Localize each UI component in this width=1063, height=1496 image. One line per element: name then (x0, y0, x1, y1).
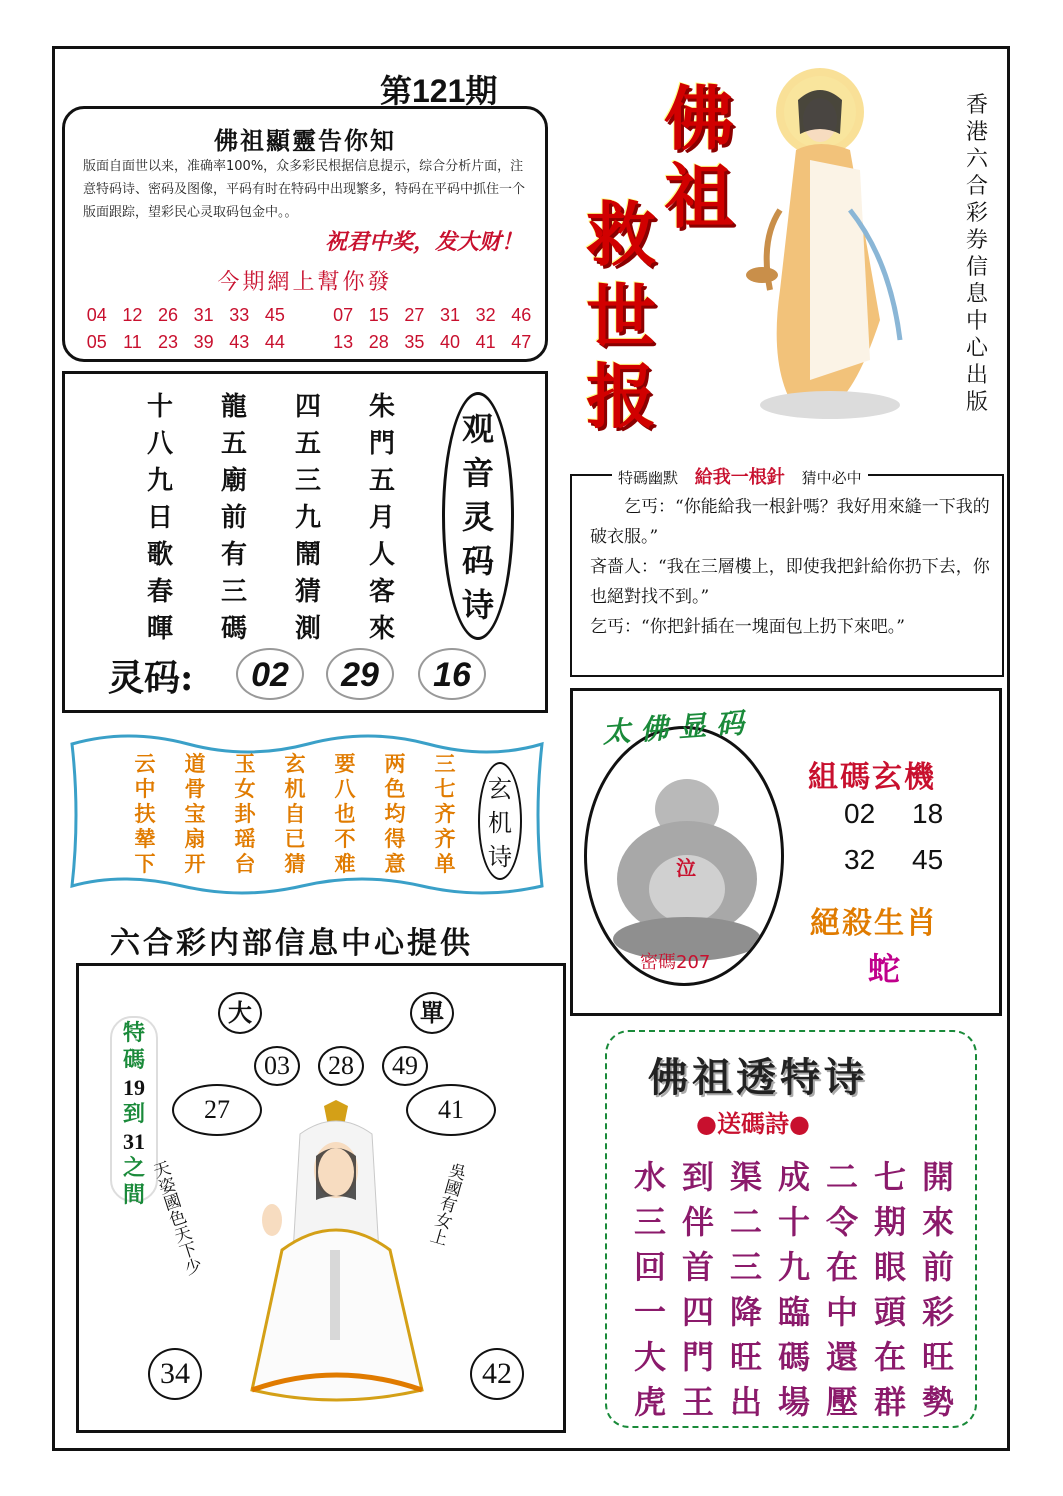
number-circle: 28 (318, 1046, 364, 1086)
title-char: 音 (461, 454, 494, 492)
xuanji-char: 也 (334, 801, 356, 826)
poem-char: 場 (777, 1383, 810, 1421)
poem-char: 旺 (729, 1338, 762, 1376)
publisher-vertical: 香港六合彩券信息中心出版 (965, 93, 988, 415)
tema-char: 間 (122, 1182, 145, 1208)
number-cell: 41 (475, 332, 496, 352)
poem-char: 十 (777, 1203, 810, 1241)
poem-char: 廟 (220, 466, 247, 496)
poem-char: 猜 (294, 577, 321, 607)
joke-body (590, 492, 992, 642)
poem-char: 王 (681, 1383, 714, 1421)
poem-char: 春 (146, 577, 173, 607)
buddha-belly-char: 泣 (676, 856, 696, 880)
poem-char: 五 (220, 429, 247, 459)
title-char: 世 (586, 275, 656, 358)
number-cell: 23 (158, 332, 179, 352)
lingma-number: 02 (236, 648, 304, 700)
poem-char: 中 (825, 1293, 858, 1331)
poem-char: 虎 (633, 1383, 666, 1421)
poem-char: 壓 (825, 1383, 858, 1421)
xuanji-char: 猜 (284, 851, 306, 876)
kill-zodiac-title: 絕殺生肖 (810, 906, 938, 941)
poem-char: 九 (146, 466, 173, 496)
number-oval: 27 (172, 1084, 262, 1136)
poem-char: 日 (146, 503, 173, 533)
poem-char: 九 (294, 503, 321, 533)
poem-char: 勢 (921, 1383, 954, 1421)
poem-char: 群 (873, 1383, 906, 1421)
number-oval: 41 (406, 1084, 496, 1136)
number-cell: 31 (439, 305, 461, 325)
xuanji-char: 齐 (434, 826, 456, 851)
number-cell: 04 (86, 305, 107, 325)
xuanji-char: 要 (334, 751, 356, 776)
combo-number: 32 (844, 844, 876, 875)
combo-number: 45 (912, 844, 944, 875)
left-verse: 天姿國色天下少 (147, 1158, 204, 1279)
guanyin-figure-image (740, 60, 955, 430)
title-char: 玄 (488, 775, 512, 803)
single-circle: 單 (410, 992, 454, 1034)
number-cell: 32 (475, 305, 496, 325)
xuanji-char: 宝 (184, 801, 206, 826)
poem-char: 碼 (220, 614, 247, 644)
xuanji-char: 开 (184, 851, 206, 876)
number-cell: 39 (193, 332, 214, 352)
poem-char: 頭 (873, 1293, 906, 1331)
tema-char: 之 (122, 1155, 145, 1181)
poem-char: 彩 (921, 1293, 954, 1331)
fozu-poem-grid (626, 1152, 962, 1422)
provider-text: 六合彩内部信息中心提供 (110, 926, 473, 961)
combo-number: 02 (844, 798, 876, 829)
poem-char: 人 (368, 540, 395, 570)
xuanji-char: 齐 (434, 801, 456, 826)
combo-number: 18 (912, 798, 944, 829)
guanyin-poem-title (442, 392, 514, 640)
xuanji-grid (120, 748, 470, 876)
joke-line: 乞丐：“你把針插在一塊面包上扔下來吧。” (590, 617, 905, 637)
poem-char: 五 (368, 466, 395, 496)
poem-char: 七 (873, 1158, 906, 1196)
number-cell: 05 (86, 332, 107, 352)
xuanji-char: 三 (434, 751, 456, 776)
poem-char: 五 (294, 429, 321, 459)
poem-char: 鬧 (294, 540, 321, 570)
joke-line: 乞丐：“你能給我一根針嗎？我好用來縫一下我的破衣服。” (590, 497, 990, 547)
poem-char: 朱 (368, 392, 395, 422)
title-char: 码 (461, 542, 494, 580)
title-char: 报 (586, 355, 656, 438)
fozu-poem-title: 佛祖透特诗 (648, 1054, 868, 1101)
joke-line: 吝嗇人：“我在三層樓上，即使我把針給你扔下去，你也絕對找不到。” (590, 557, 990, 607)
poem-grid (123, 386, 419, 645)
kill-zodiac-animal: 蛇 (868, 950, 901, 988)
poem-char: 開 (921, 1158, 954, 1196)
number-cell: 13 (333, 332, 354, 352)
poem-char: 眼 (873, 1248, 906, 1286)
poem-char: 八 (146, 429, 173, 459)
number-cell: 31 (193, 305, 214, 325)
wish-text: 祝君中奖，发大财！ (324, 229, 523, 255)
joke-header-mid: 給我一根針 (694, 467, 785, 488)
tema-char: 到 (122, 1101, 145, 1127)
poem-char: 回 (633, 1248, 666, 1286)
poem-char: 來 (368, 614, 395, 644)
xuanji-char: 下 (134, 851, 156, 876)
xuanji-char: 瑶 (234, 826, 256, 851)
xuanji-char: 卦 (234, 801, 256, 826)
tema-char: 碼 (122, 1047, 145, 1073)
poem-char: 門 (681, 1338, 714, 1376)
xuanji-char: 意 (384, 851, 406, 876)
number-row (79, 305, 539, 326)
title-char: 诗 (461, 586, 494, 624)
xuanji-char: 女 (234, 776, 256, 801)
poem-char: 前 (220, 503, 247, 533)
poem-char: 旺 (921, 1338, 954, 1376)
poem-char: 門 (368, 429, 395, 459)
xuanji-char: 得 (384, 826, 406, 851)
lingma-number: 16 (418, 648, 486, 700)
intro-box (62, 106, 548, 362)
poem-char: 出 (729, 1383, 762, 1421)
poem-char: 一 (633, 1293, 666, 1331)
number-cell: 15 (368, 305, 389, 325)
poem-char: 二 (825, 1158, 858, 1196)
poem-char: 到 (681, 1158, 714, 1196)
number-row (79, 332, 539, 353)
title-char: 救 (586, 193, 656, 276)
poem-char: 臨 (777, 1293, 810, 1331)
poem-char: 二 (729, 1203, 762, 1241)
xuanji-char: 骨 (184, 776, 206, 801)
xuanji-char: 扶 (134, 801, 156, 826)
big-circle: 大 (218, 992, 262, 1034)
tema-number: 31 (123, 1129, 145, 1154)
joke-header-left: 特碼幽默 (618, 469, 679, 487)
poem-char: 前 (921, 1248, 954, 1286)
intro-text: 版面自面世以来，准确率100%，众多彩民根据信息提示，综合分析片面，注意特码诗、密码及图像，平码有时在特码中出现繁多，特码在平码中抓住一个版面跟踪，望彩民心灵取码包金中。。 (83, 159, 526, 220)
number-cell: 28 (368, 332, 389, 352)
poem-char: 九 (777, 1248, 810, 1286)
xuanji-char: 辇 (134, 826, 156, 851)
poem-char: 渠 (729, 1158, 762, 1196)
tema-number: 19 (123, 1075, 145, 1100)
xuanji-char: 中 (134, 776, 156, 801)
lingma-number: 29 (326, 648, 394, 700)
poem-char: 三 (294, 466, 321, 496)
xuanji-char: 色 (384, 776, 406, 801)
poem-char: 歌 (146, 540, 173, 570)
poem-char: 令 (825, 1203, 858, 1241)
xuanji-char: 玉 (234, 751, 256, 776)
number-cell: 33 (229, 305, 250, 325)
poem-char: 暉 (146, 614, 173, 644)
issue-number: 第121期 (380, 73, 498, 109)
poem-char: 在 (873, 1338, 906, 1376)
number-cell: 47 (511, 332, 532, 352)
tema-char: 特 (122, 1020, 145, 1046)
number-cell: 43 (229, 332, 250, 352)
xuanji-char: 玄 (284, 751, 306, 776)
xuanji-char: 台 (234, 851, 256, 876)
right-verse: 吳國有女上 (424, 1159, 468, 1247)
poem-char: 三 (220, 577, 247, 607)
title-char: 观 (461, 410, 494, 448)
poem-char: 首 (681, 1248, 714, 1286)
poem-char: 龍 (220, 392, 247, 422)
joke-header (612, 463, 868, 489)
poem-char: 在 (825, 1248, 858, 1286)
number-cell: 07 (333, 305, 354, 325)
poem-char: 客 (368, 577, 395, 607)
xuanji-char: 难 (334, 851, 356, 876)
poem-char: 碼 (777, 1338, 810, 1376)
number-circle: 42 (470, 1348, 524, 1400)
number-cell: 45 (264, 305, 285, 325)
poem-char: 三 (633, 1203, 666, 1241)
poem-char: 水 (633, 1158, 666, 1196)
intro-title: 佛祖顯靈告你知 (214, 126, 396, 155)
number-cell: 44 (264, 332, 285, 352)
xuanji-char: 均 (384, 801, 406, 826)
joke-box (570, 467, 1004, 677)
lingma-label: 灵码: (108, 657, 194, 699)
number-circle: 34 (148, 1348, 202, 1400)
title-char: 诗 (488, 843, 512, 871)
xuanji-char: 云 (134, 751, 156, 776)
poem-char: 期 (873, 1203, 906, 1241)
poem-char: 月 (368, 503, 395, 533)
title-char: 佛 (664, 77, 734, 160)
number-cell: 26 (158, 305, 179, 325)
poem-char: 來 (921, 1203, 954, 1241)
number-cell: 46 (511, 305, 532, 325)
poem-char: 四 (681, 1293, 714, 1331)
number-cell: 11 (123, 332, 142, 352)
xuanji-title (478, 762, 522, 880)
seated-guanyin-image (212, 1100, 462, 1410)
poem-char: 還 (825, 1338, 858, 1376)
xuanji-char: 不 (334, 826, 356, 851)
poem-char: 四 (294, 392, 321, 422)
poem-char: 大 (633, 1338, 666, 1376)
joke-header-right: 猜中必中 (801, 469, 862, 487)
poem-char: 有 (220, 540, 247, 570)
poem-char: 伴 (681, 1203, 714, 1241)
fozu-poem-subtitle: ●送碼詩● (696, 1109, 810, 1138)
xuanji-char: 自 (284, 801, 306, 826)
number-cell: 40 (439, 332, 461, 352)
number-cell: 35 (404, 332, 425, 352)
xuanji-char: 机 (284, 776, 306, 801)
online-subtitle: 今期網上幫你發 (217, 270, 393, 295)
secret-code: 密碼207 (640, 952, 711, 973)
xuanji-char: 道 (184, 751, 206, 776)
number-cell: 12 (122, 305, 143, 325)
xuanji-char: 七 (434, 776, 456, 801)
xuanji-char: 单 (434, 851, 456, 876)
xuanji-char: 八 (334, 776, 356, 801)
title-char: 灵 (461, 498, 494, 536)
number-cell: 27 (404, 305, 425, 325)
poem-char: 測 (294, 614, 321, 644)
poem-char: 成 (777, 1158, 810, 1196)
title-char: 祖 (664, 155, 734, 238)
xuanji-char: 扇 (184, 826, 206, 851)
number-circle: 49 (382, 1046, 428, 1086)
poem-char: 十 (146, 392, 173, 422)
combo-title: 組碼玄機 (808, 760, 936, 795)
number-circle: 03 (254, 1046, 300, 1086)
poem-char: 降 (729, 1293, 762, 1331)
title-char: 机 (488, 809, 512, 837)
buddha-arc-title: 太佛显码 (601, 705, 756, 750)
xuanji-char: 两 (384, 751, 406, 776)
poem-char: 三 (729, 1248, 762, 1286)
xuanji-char: 已 (284, 826, 306, 851)
